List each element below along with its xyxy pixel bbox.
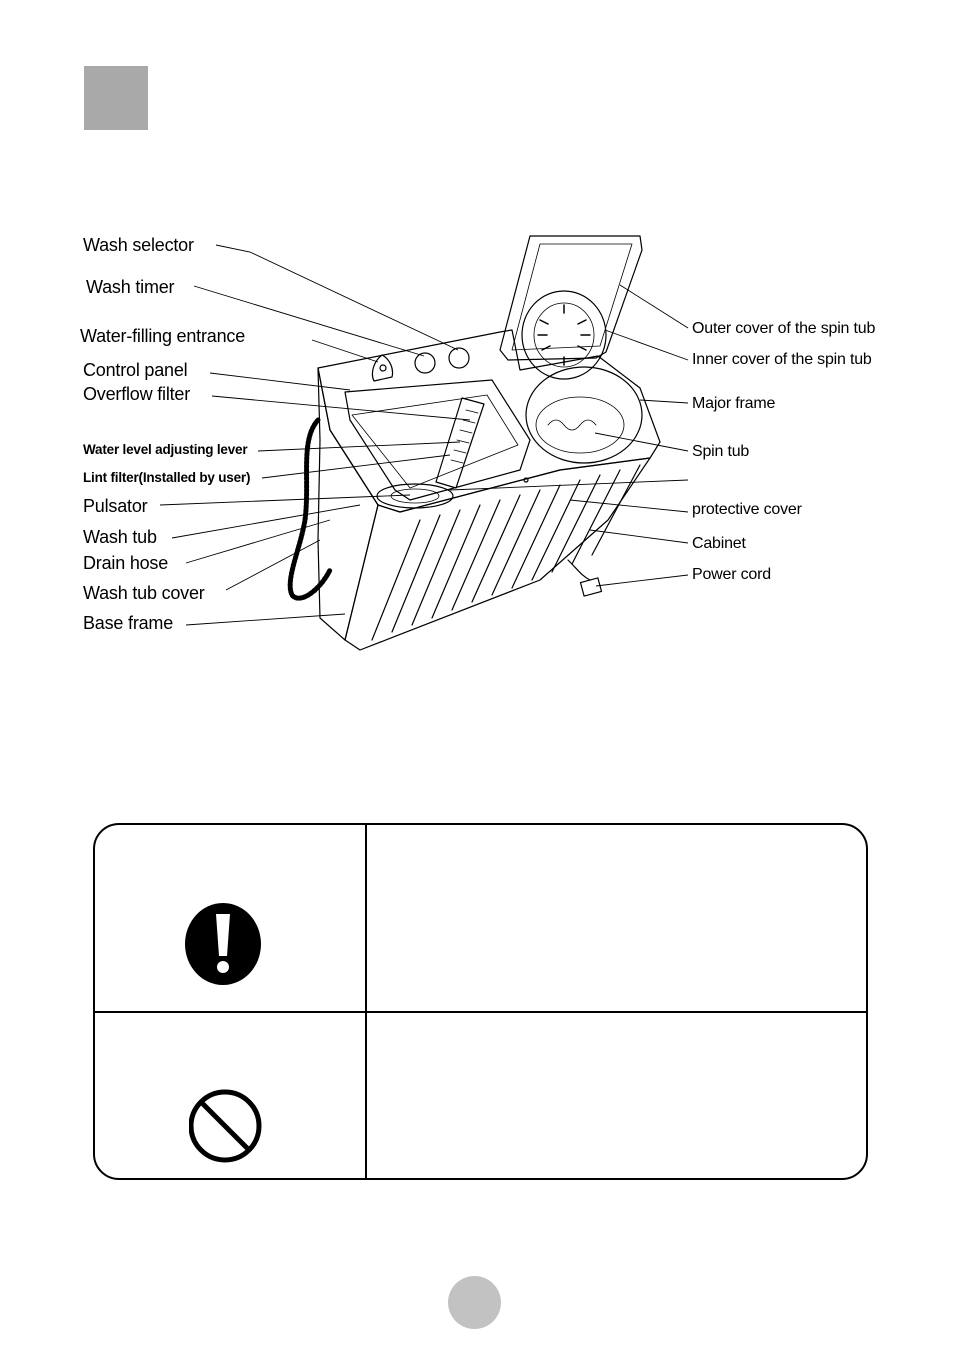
- label-inner-cover-spin-tub: Inner cover of the spin tub: [692, 351, 872, 368]
- label-cabinet: Cabinet: [692, 535, 746, 552]
- label-pulsator: Pulsator: [83, 496, 148, 516]
- label-water-level-lever: Water level adjusting lever: [83, 442, 248, 457]
- label-base-frame: Base frame: [83, 613, 174, 633]
- symbol-table: [93, 823, 868, 1180]
- label-wash-selector: Wash selector: [83, 235, 194, 255]
- label-water-filling-entrance: Water-filling entrance: [80, 326, 246, 346]
- label-overflow-filter: Overflow filter: [83, 384, 191, 404]
- label-spin-tub: Spin tub: [692, 443, 750, 460]
- label-outer-cover-spin-tub: Outer cover of the spin tub: [692, 320, 876, 337]
- label-wash-tub: Wash tub: [83, 527, 157, 547]
- label-lint-filter: Lint filter(Installed by user): [83, 470, 251, 485]
- label-control-panel: Control panel: [83, 360, 188, 380]
- label-protective-cover: protective cover: [692, 501, 802, 518]
- page-number-circle: [448, 1276, 501, 1329]
- label-wash-tub-cover: Wash tub cover: [83, 583, 205, 603]
- table-column-divider: [365, 825, 367, 1178]
- exclamation-icon: [183, 902, 263, 986]
- prohibition-icon: [189, 1084, 269, 1168]
- label-power-cord: Power cord: [692, 566, 771, 583]
- label-wash-timer: Wash timer: [86, 277, 175, 297]
- table-row-divider: [95, 1011, 866, 1013]
- label-drain-hose: Drain hose: [83, 553, 169, 573]
- label-major-frame: Major frame: [692, 395, 776, 412]
